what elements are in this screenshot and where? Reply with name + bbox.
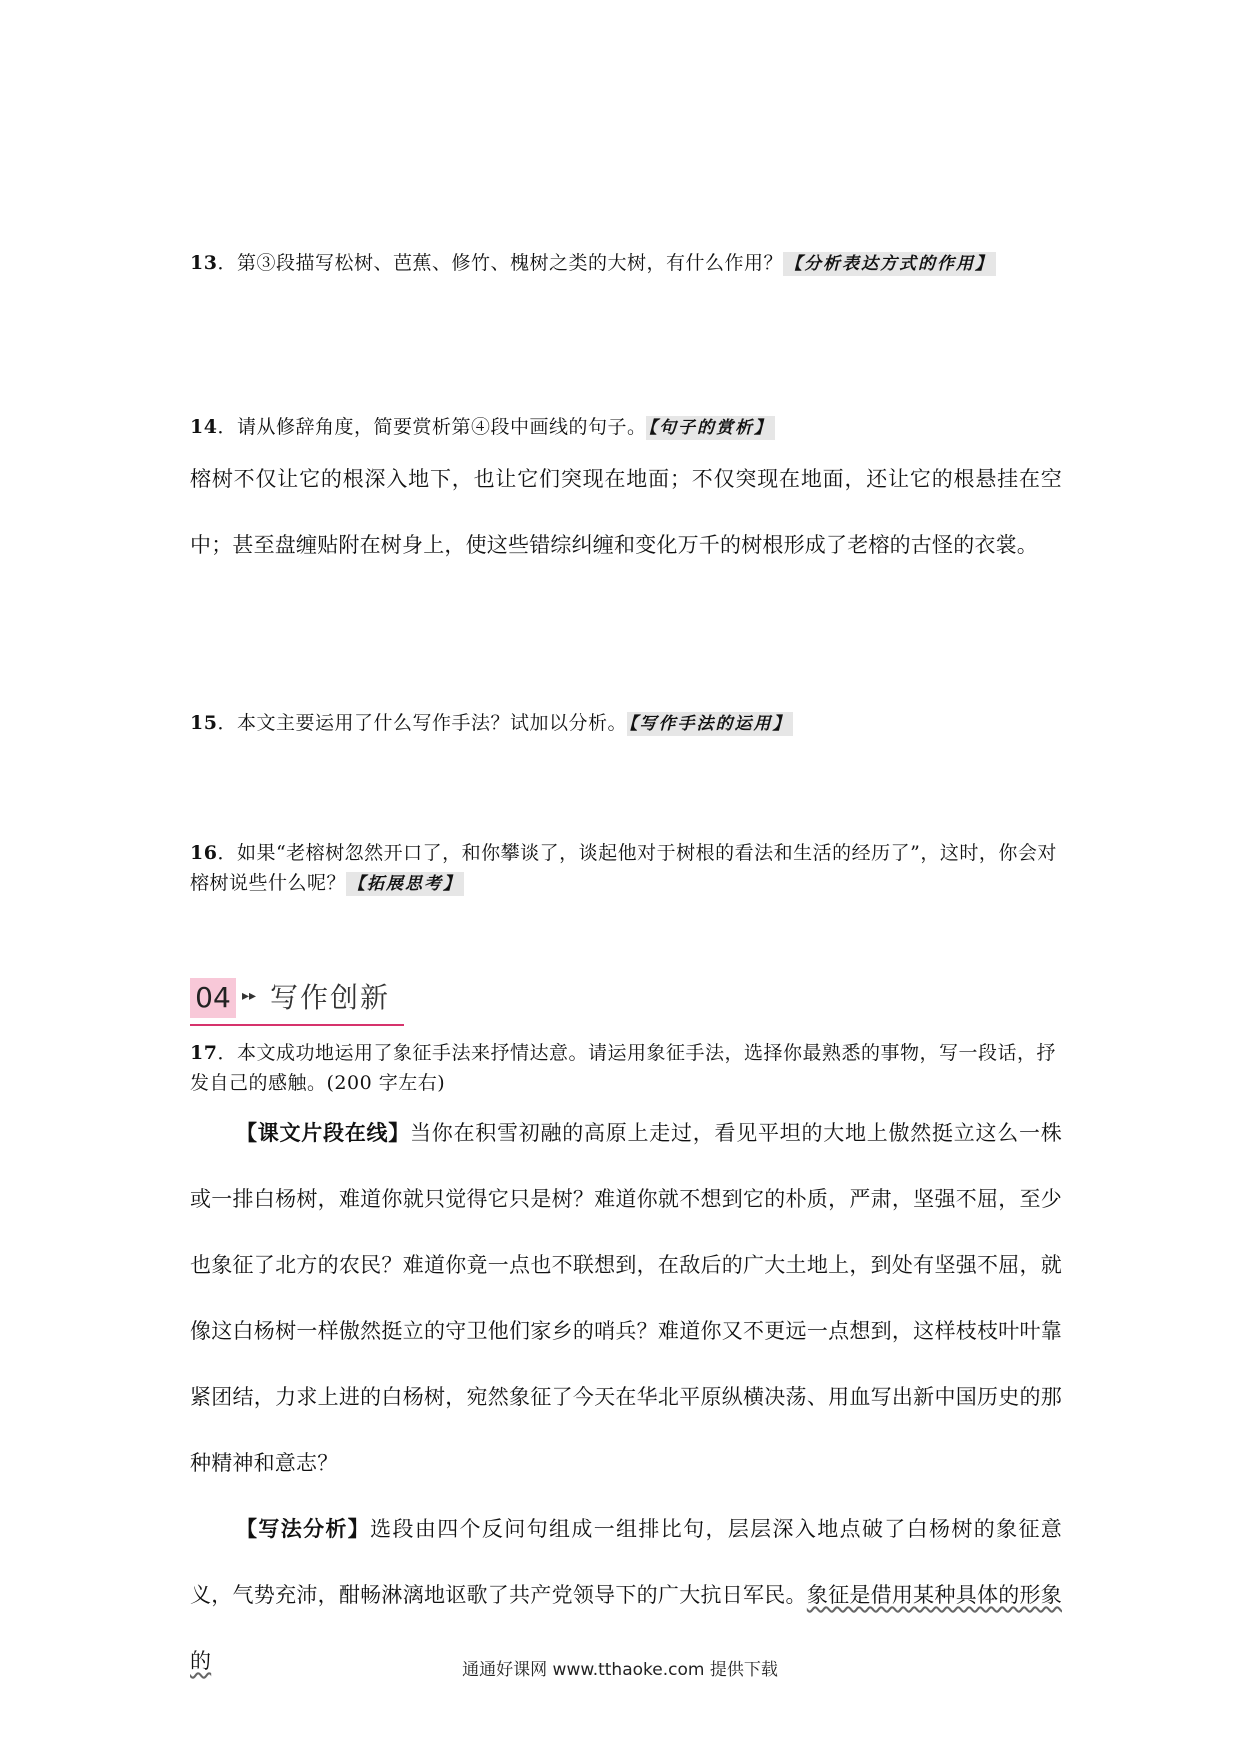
question-text: ．如果“老榕树忽然开口了，和你攀谈了，谈起他对于树根的看法和生活的经历了”，这时，你会对榕树说些什么呢？ <box>190 842 1057 894</box>
question-17 <box>190 1038 1062 1098</box>
question-text: ．请从修辞角度，简要赏析第④段中画线的句子。 <box>217 416 647 438</box>
question-13 <box>190 248 1062 279</box>
question-tag: 【分析表达方式的作用】 <box>784 254 994 274</box>
page-footer: 通通好课网 www.tthaoke.com 提供下载 <box>462 1660 778 1680</box>
double-arrow-icon: ▸▸ <box>242 988 257 1004</box>
question-14 <box>190 412 1062 443</box>
question-number: 16 <box>190 842 218 864</box>
excerpt-text: 当你在积雪初融的高原上走过，看见平坦的大地上傲然挺立这么一株或一排白杨树，难道你就只觉得它只是树？难道你就不想到它的朴质，严肃，坚强不屈，至少也象征了北方的农民？难道你竟一点也不联想到，在敌后的广大土地上，到处有坚强不屈，就像这白杨树一样傲然挺立的守卫他们家乡的哨兵？难道你又不更远一点想到，这样枝枝叶叶靠紧团结，力求上进的白杨树，宛然象征了今天在华北平原纵横决荡、用血写出新中国历史的那种精神和意志？ <box>190 1121 1062 1475</box>
question-text: ．第③段描写松树、芭蕉、修竹、槐树之类的大树，有什么作用？ <box>217 252 783 274</box>
section-header <box>190 972 404 1026</box>
question-number: 13 <box>190 252 218 274</box>
question-15 <box>190 708 1062 739</box>
section-title: 写作创新 <box>270 981 391 1014</box>
question-16 <box>190 838 1062 899</box>
quoted-passage <box>190 446 1062 578</box>
question-tag: 【拓展思考】 <box>348 874 463 894</box>
question-text: ．本文主要运用了什么写作手法？试加以分析。 <box>217 712 627 734</box>
analysis-text: 选段由四个反问句组成一组排比句，层层深入地点破了白杨树的象征意义，气势充沛，酣畅淋漓地讴歌了共产党领导下的广大抗日军民。 <box>190 1517 1062 1607</box>
excerpt-paragraph <box>190 1100 1062 1496</box>
excerpt-label: 【课文片段在线】 <box>236 1121 411 1145</box>
question-number: 14 <box>190 416 218 438</box>
analysis-underlined-text: 象征是借用某种具体的形象的 <box>190 1583 1062 1673</box>
question-tag: 【写作手法的运用】 <box>628 714 792 734</box>
excerpt-block <box>190 1100 1062 1694</box>
question-number: 15 <box>190 712 218 734</box>
analysis-label: 【写法分析】 <box>236 1517 371 1541</box>
question-text: ．本文成功地运用了象征手法来抒情达意。请运用象征手法，选择你最熟悉的事物，写一段话，抒发自己的感触。(200 字左右) <box>190 1042 1056 1094</box>
section-number: 04 <box>190 978 236 1018</box>
quoted-passage-text: 榕树不仅让它的根深入地下，也让它们突现在地面；不仅突现在地面，还让它的根悬挂在空中；甚至盘缠贴附在树身上，使这些错综纠缠和变化万千的树根形成了老榕的古怪的衣裳。 <box>190 467 1062 557</box>
question-tag: 【句子的赏析】 <box>648 418 773 438</box>
question-number: 17 <box>190 1042 218 1064</box>
